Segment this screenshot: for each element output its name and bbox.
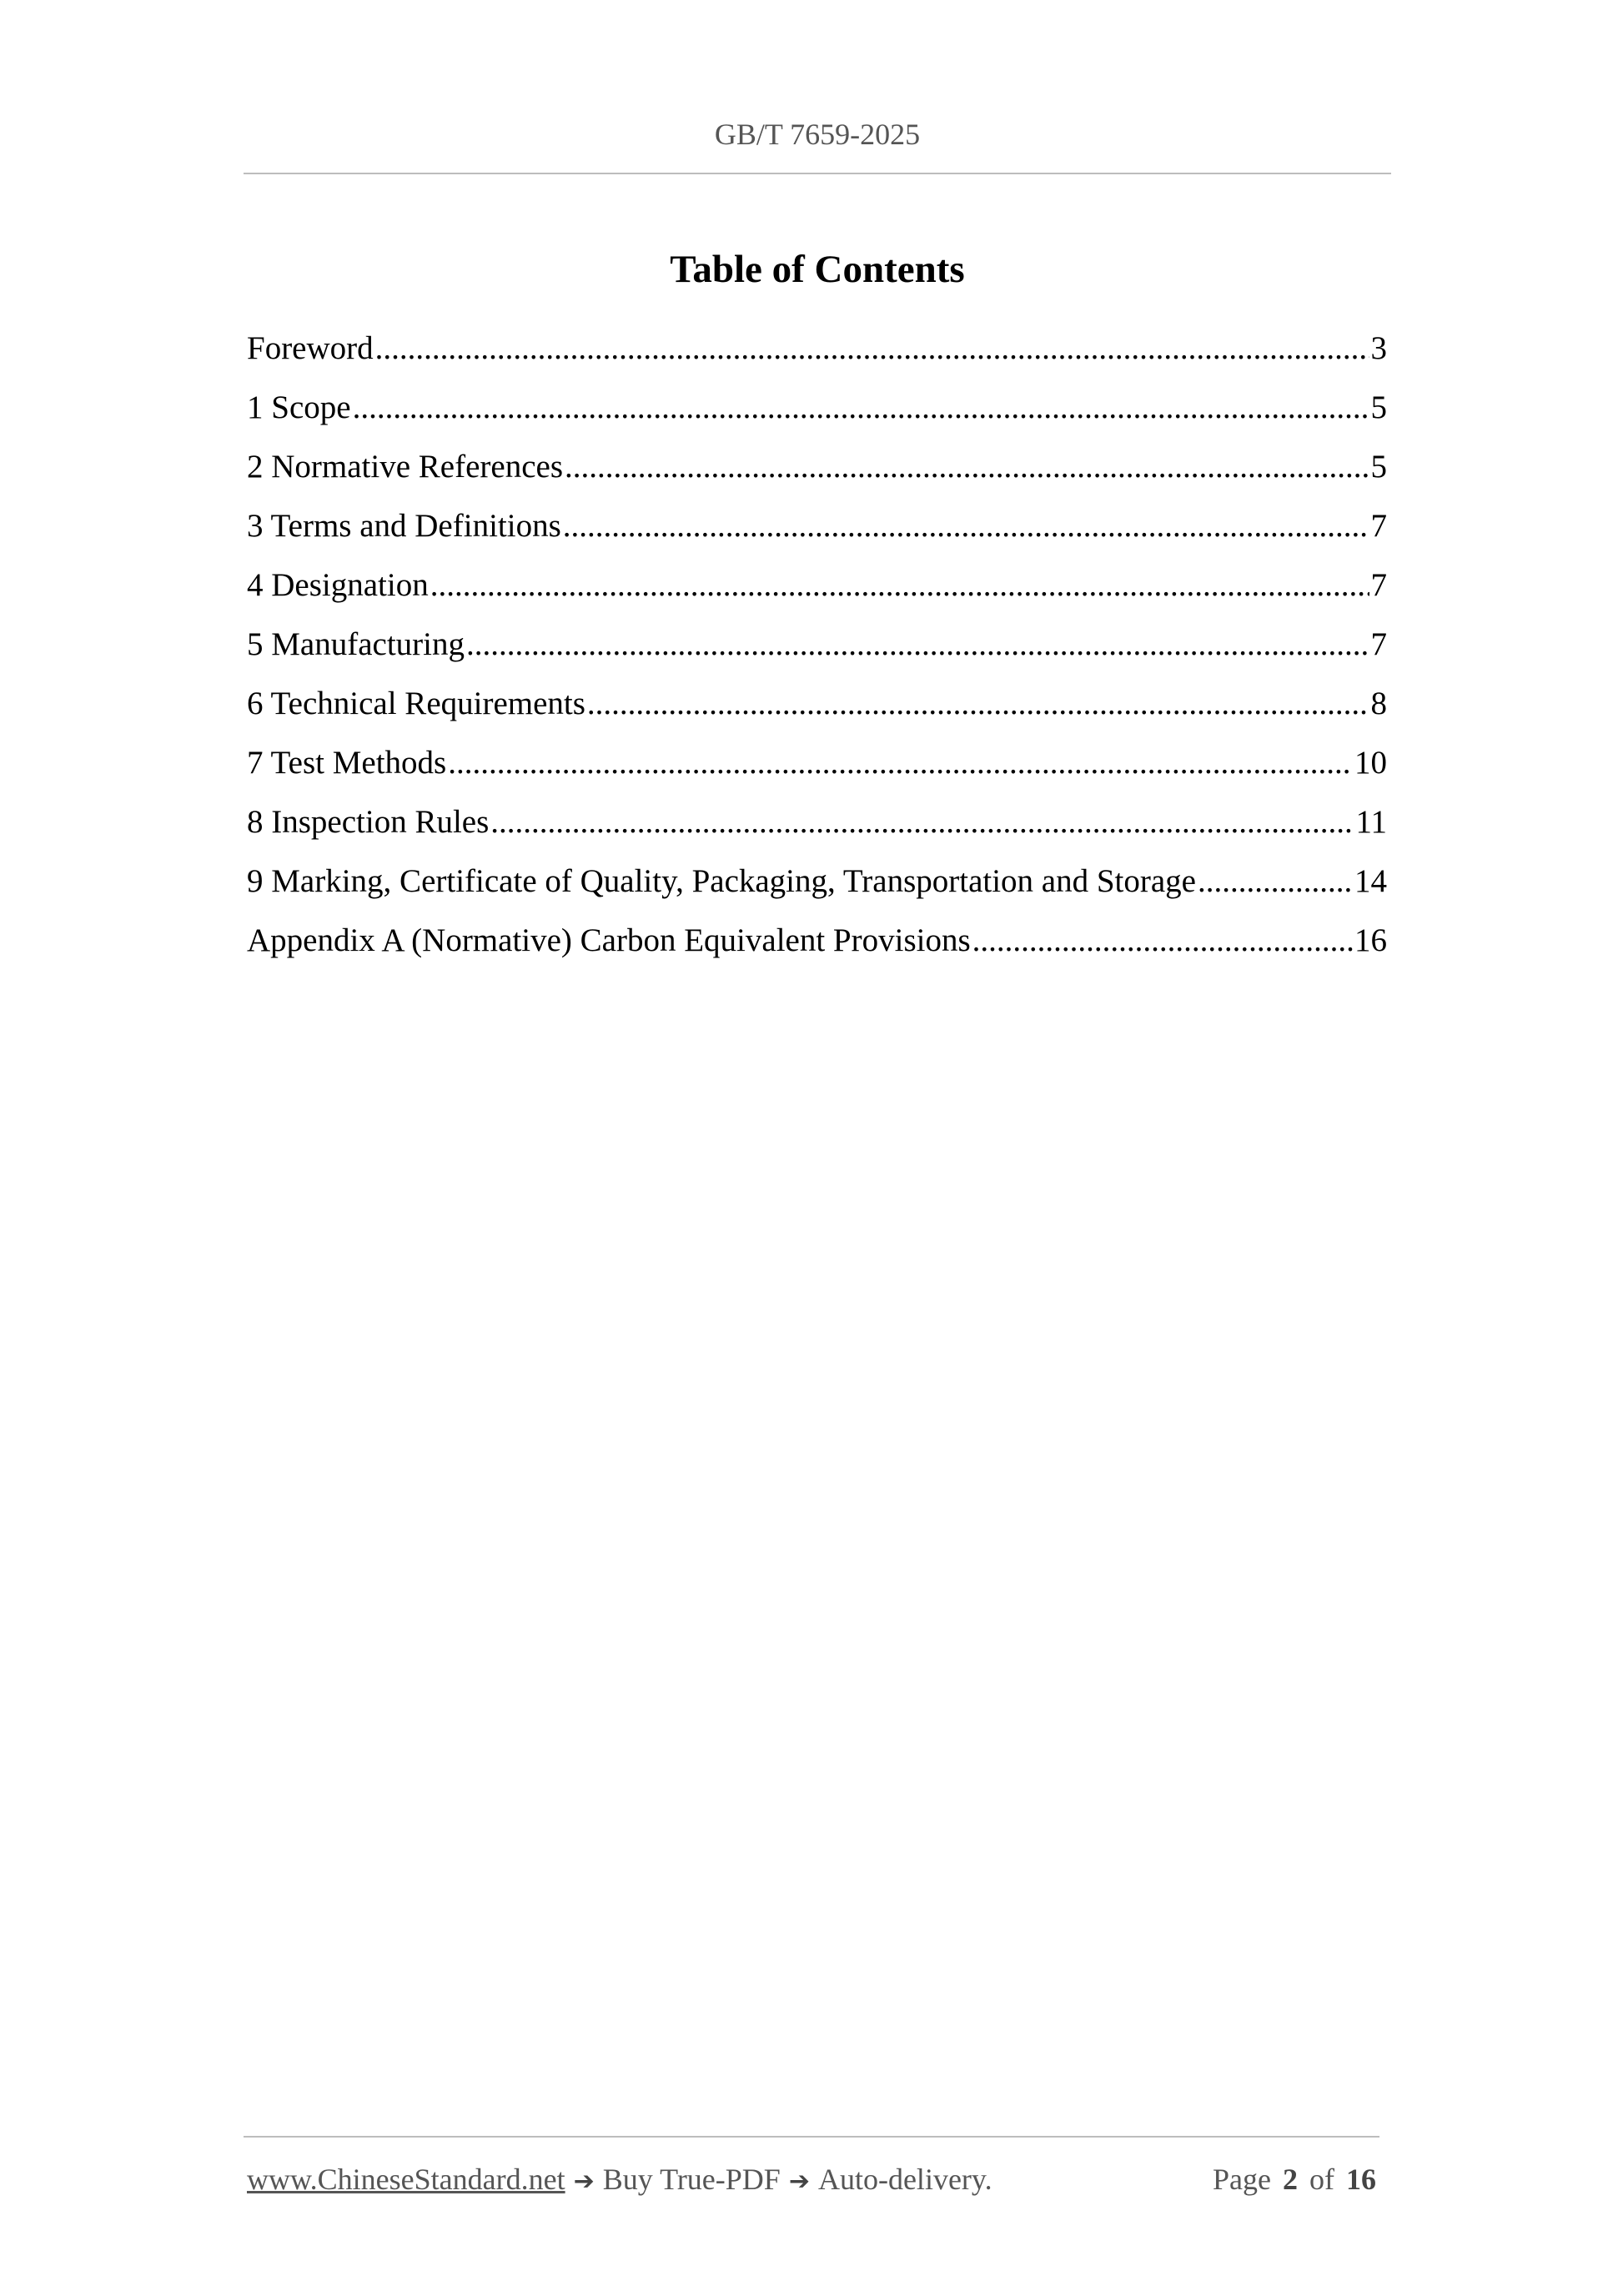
dot-leader — [353, 380, 1369, 435]
arrow-right-icon: ➔ — [573, 2167, 595, 2196]
toc-entry-label: 8 Inspection Rules — [247, 804, 490, 840]
dot-leader — [490, 795, 1354, 850]
toc-entry-label: 3 Terms and Definitions — [247, 508, 561, 544]
toc-entry-designation[interactable] — [247, 558, 1387, 617]
dot-leader — [972, 913, 1353, 968]
page-number — [1213, 2150, 1376, 2208]
toc-entry-manufacturing[interactable] — [247, 617, 1387, 676]
dot-leader — [430, 558, 1369, 613]
header-divider — [244, 173, 1391, 174]
buy-true-pdf-text: Buy True-PDF — [602, 2163, 781, 2196]
toc-entry-page: 8 — [1370, 686, 1387, 721]
toc-entry-page: 10 — [1354, 745, 1387, 781]
toc-title: Table of Contents — [670, 248, 965, 291]
total-pages-number: 16 — [1346, 2163, 1376, 2196]
toc-list — [247, 321, 1387, 972]
toc-entry-label: 5 Manufacturing — [247, 626, 465, 662]
toc-entry-label: Appendix A (Normative) Carbon Equivalent Provisions — [247, 922, 971, 958]
toc-entry-scope[interactable] — [247, 380, 1387, 440]
toc-entry-page: 7 — [1370, 626, 1387, 662]
auto-delivery-text: Auto-delivery. — [817, 2163, 992, 2196]
toc-entry-test-methods[interactable] — [247, 736, 1387, 795]
dot-leader — [587, 676, 1369, 731]
arrow-right-icon: ➔ — [788, 2167, 810, 2196]
page-word: Page — [1213, 2163, 1271, 2196]
toc-entry-page: 14 — [1354, 863, 1387, 899]
toc-entry-inspection-rules[interactable] — [247, 795, 1387, 854]
toc-entry-page: 5 — [1370, 389, 1387, 425]
site-link[interactable]: www.ChineseStandard.net — [247, 2163, 565, 2196]
toc-entry-label: 1 Scope — [247, 389, 351, 425]
of-word: of — [1309, 2163, 1334, 2196]
toc-entry-technical-requirements[interactable] — [247, 676, 1387, 736]
toc-entry-foreword[interactable] — [247, 321, 1387, 380]
toc-entry-page: 7 — [1370, 567, 1387, 603]
toc-entry-page: 16 — [1354, 922, 1387, 958]
dot-leader — [466, 617, 1369, 672]
toc-entry-normative-references[interactable] — [247, 440, 1387, 499]
toc-entry-label: Foreword — [247, 330, 374, 366]
footer-promo — [247, 2150, 992, 2211]
dot-leader — [448, 736, 1353, 791]
dot-leader — [1198, 854, 1353, 909]
toc-entry-page: 11 — [1355, 804, 1387, 840]
toc-entry-label: 2 Normative References — [247, 449, 563, 485]
toc-entry-terms-and-definitions[interactable] — [247, 499, 1387, 558]
current-page-number: 2 — [1283, 2163, 1298, 2196]
toc-entry-appendix-a[interactable] — [247, 913, 1387, 972]
toc-entry-marking-packaging-storage[interactable] — [247, 854, 1387, 913]
toc-entry-page: 3 — [1370, 330, 1387, 366]
toc-entry-label: 6 Technical Requirements — [247, 686, 585, 721]
page-footer — [247, 2150, 1381, 2208]
dot-leader — [565, 440, 1369, 495]
toc-entry-label: 7 Test Methods — [247, 745, 447, 781]
dot-leader — [375, 321, 1369, 376]
toc-entry-label: 4 Designation — [247, 567, 429, 603]
dot-leader — [563, 499, 1369, 554]
footer-divider — [244, 2136, 1379, 2138]
toc-entry-page: 7 — [1370, 508, 1387, 544]
running-header: GB/T 7659-2025 — [714, 118, 921, 151]
toc-entry-page: 5 — [1370, 449, 1387, 485]
toc-entry-label: 9 Marking, Certificate of Quality, Packaging, Transportation and Storage — [247, 863, 1196, 899]
